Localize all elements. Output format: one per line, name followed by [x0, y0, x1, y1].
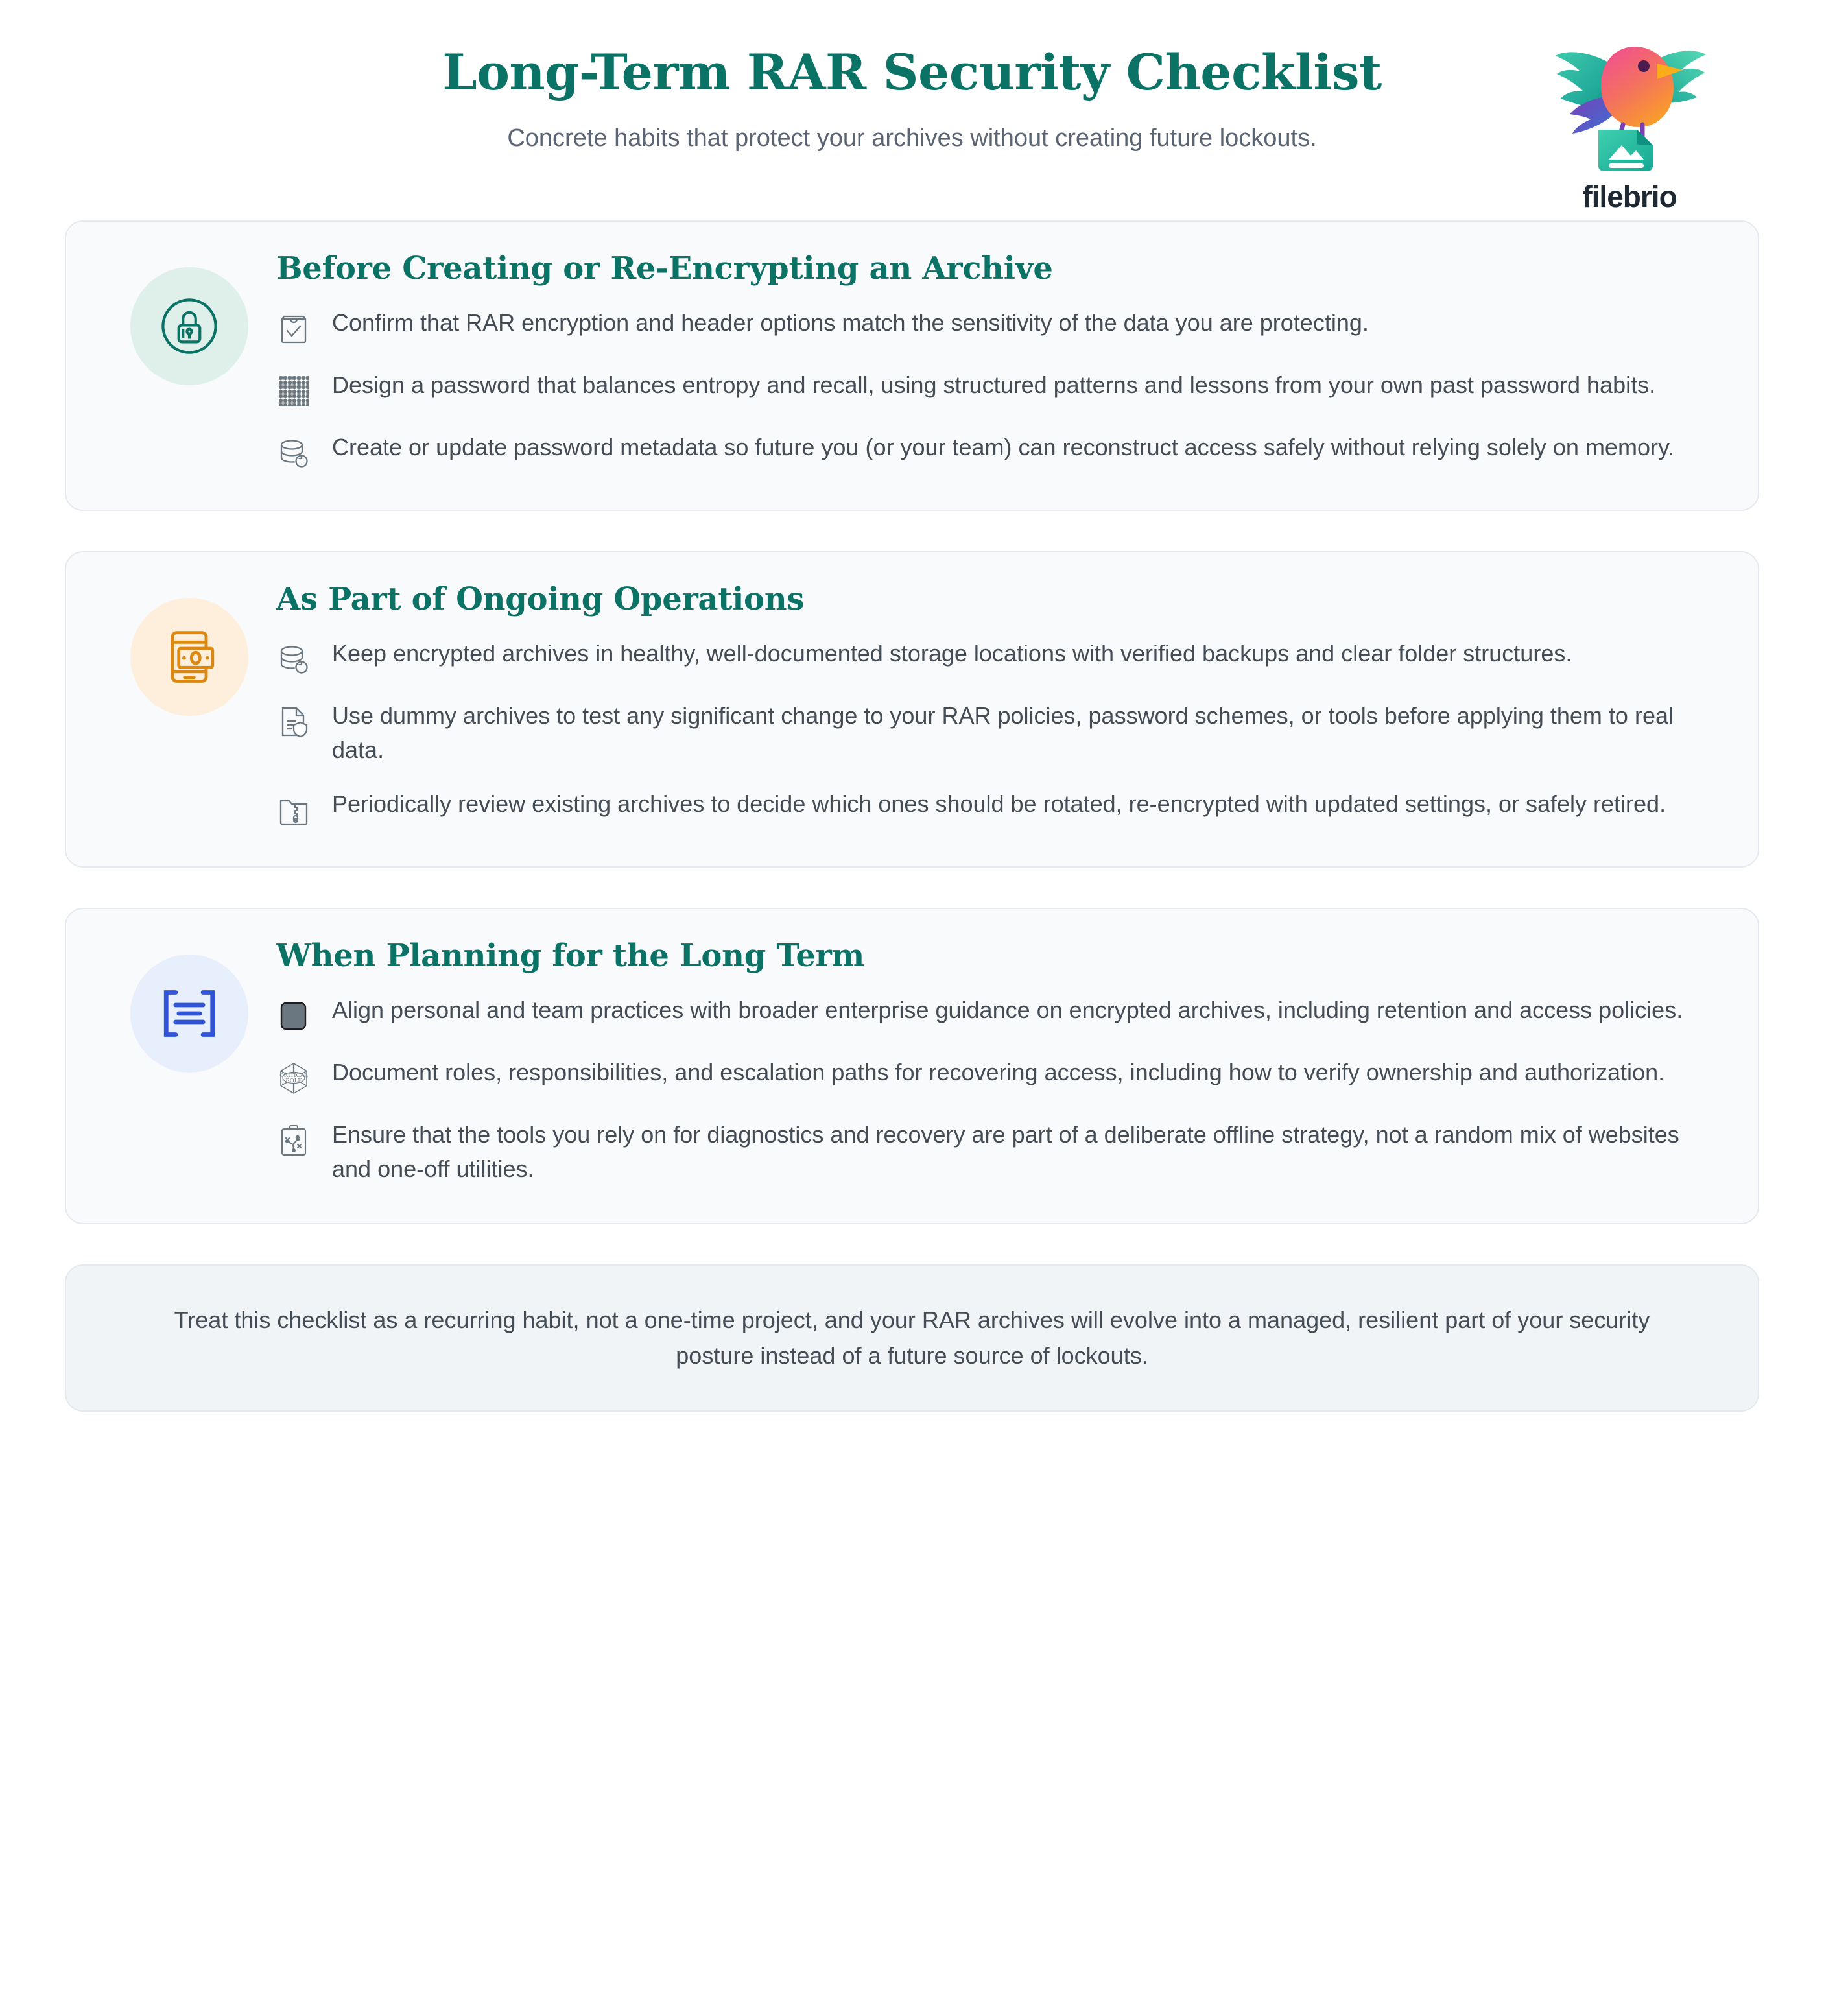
- checklist-item: [274, 699, 1706, 768]
- checklist-card-ongoing-operations: [65, 551, 1759, 868]
- svg-text:CRITICAL: CRITICAL: [279, 1072, 308, 1079]
- brand-name: filebrio: [1582, 180, 1677, 213]
- card-content: [274, 581, 1719, 830]
- checklist-item-text: Create or update password metadata so future you (or your team) can reconstruct access safely without relying solely on memory.: [332, 434, 1675, 460]
- checklist-card-before-creating: [65, 220, 1759, 511]
- checklist-item: [274, 368, 1706, 411]
- card-title: When Planning for the Long Term: [276, 937, 865, 974]
- checklist-item-text: Ensure that the tools you rely on for diagnostics and recovery are part of a deliberate offline strategy, not a random mix of websites and one-off utilities.: [332, 1121, 1679, 1182]
- checklist-item: [274, 993, 1706, 1036]
- mesh-grid-pattern-icon: [274, 371, 314, 411]
- database-refresh-icon: [274, 433, 314, 473]
- checklist-item: [274, 787, 1706, 830]
- card-content: [274, 250, 1719, 473]
- checklist-item-text: Confirm that RAR encryption and header options match the sensitivity of the data you are protecting.: [332, 309, 1369, 336]
- checklist-item-text: Keep encrypted archives in healthy, well-documented storage locations with verified backups and clear folder structures.: [332, 640, 1572, 667]
- bracketed-lines-icon: [156, 980, 223, 1047]
- checklist-item-text: Document roles, responsibilities, and escalation paths for recovering access, including how to verify ownership and authorization.: [332, 1058, 1665, 1085]
- brand-logo: [1545, 26, 1714, 214]
- smartphone-payment-icon: [156, 623, 223, 691]
- checklist-item: [274, 1118, 1706, 1187]
- checklist-item: [274, 306, 1706, 349]
- page-subtitle: Concrete habits that protect your archives without creating future lockouts.: [507, 124, 1317, 152]
- checklist-item-text: Use dummy archives to test any significant change to your RAR policies, password schemes, or tools before applying them to real data.: [332, 702, 1674, 763]
- database-refresh-icon: [274, 639, 314, 680]
- footer-summary-card: [65, 1264, 1759, 1412]
- hexagon-dice-emblem-icon: [274, 1058, 314, 1098]
- checklist-item-text: Design a password that balances entropy and recall, using structured patterns and lessons from your own past password habits.: [332, 372, 1656, 398]
- checklist-item: [274, 637, 1706, 680]
- svg-text:ROLE: ROLE: [285, 1077, 302, 1084]
- clipboard-check-icon: [274, 309, 314, 349]
- filled-rounded-square-icon: [274, 996, 314, 1036]
- card-title: Before Creating or Re-Encrypting an Archive: [276, 250, 1053, 287]
- padlock-in-circle-icon: [156, 292, 223, 360]
- card-icon-container: [105, 938, 274, 1073]
- card-icon-container: [105, 250, 274, 385]
- page-title: Long-Term RAR Security Checklist: [442, 43, 1382, 101]
- card-icon-circle: [130, 598, 248, 716]
- checklist-card-long-term-planning: [65, 908, 1759, 1224]
- bird-on-file-logo-icon: [1545, 26, 1714, 182]
- card-title: As Part of Ongoing Operations: [276, 581, 805, 617]
- checklist-item-text: Periodically review existing archives to decide which ones should be rotated, re-encrypted with updated settings, or safely retired.: [332, 790, 1666, 817]
- document-shield-icon: [274, 702, 314, 742]
- header-text-block: [196, 45, 1629, 155]
- card-content: [274, 938, 1719, 1187]
- checklist-item-text: Align personal and team practices with broader enterprise guidance on encrypted archives, including retention and access policies.: [332, 996, 1683, 1023]
- footer-summary-text: Treat this checklist as a recurring habit, not a one-time project, and your RAR archives will evolve into a managed, resilient part of your security posture instead of a future source of lockouts.: [174, 1306, 1650, 1370]
- checklist-item: [274, 1056, 1706, 1098]
- zipped-folder-icon: [274, 790, 314, 830]
- page-header: [0, 0, 1824, 220]
- clipboard-strategy-icon: [274, 1121, 314, 1161]
- card-icon-circle: [130, 267, 248, 385]
- checklist-cards: [65, 220, 1759, 1224]
- checklist-item: [274, 431, 1706, 473]
- card-icon-circle: [130, 955, 248, 1073]
- card-icon-container: [105, 581, 274, 716]
